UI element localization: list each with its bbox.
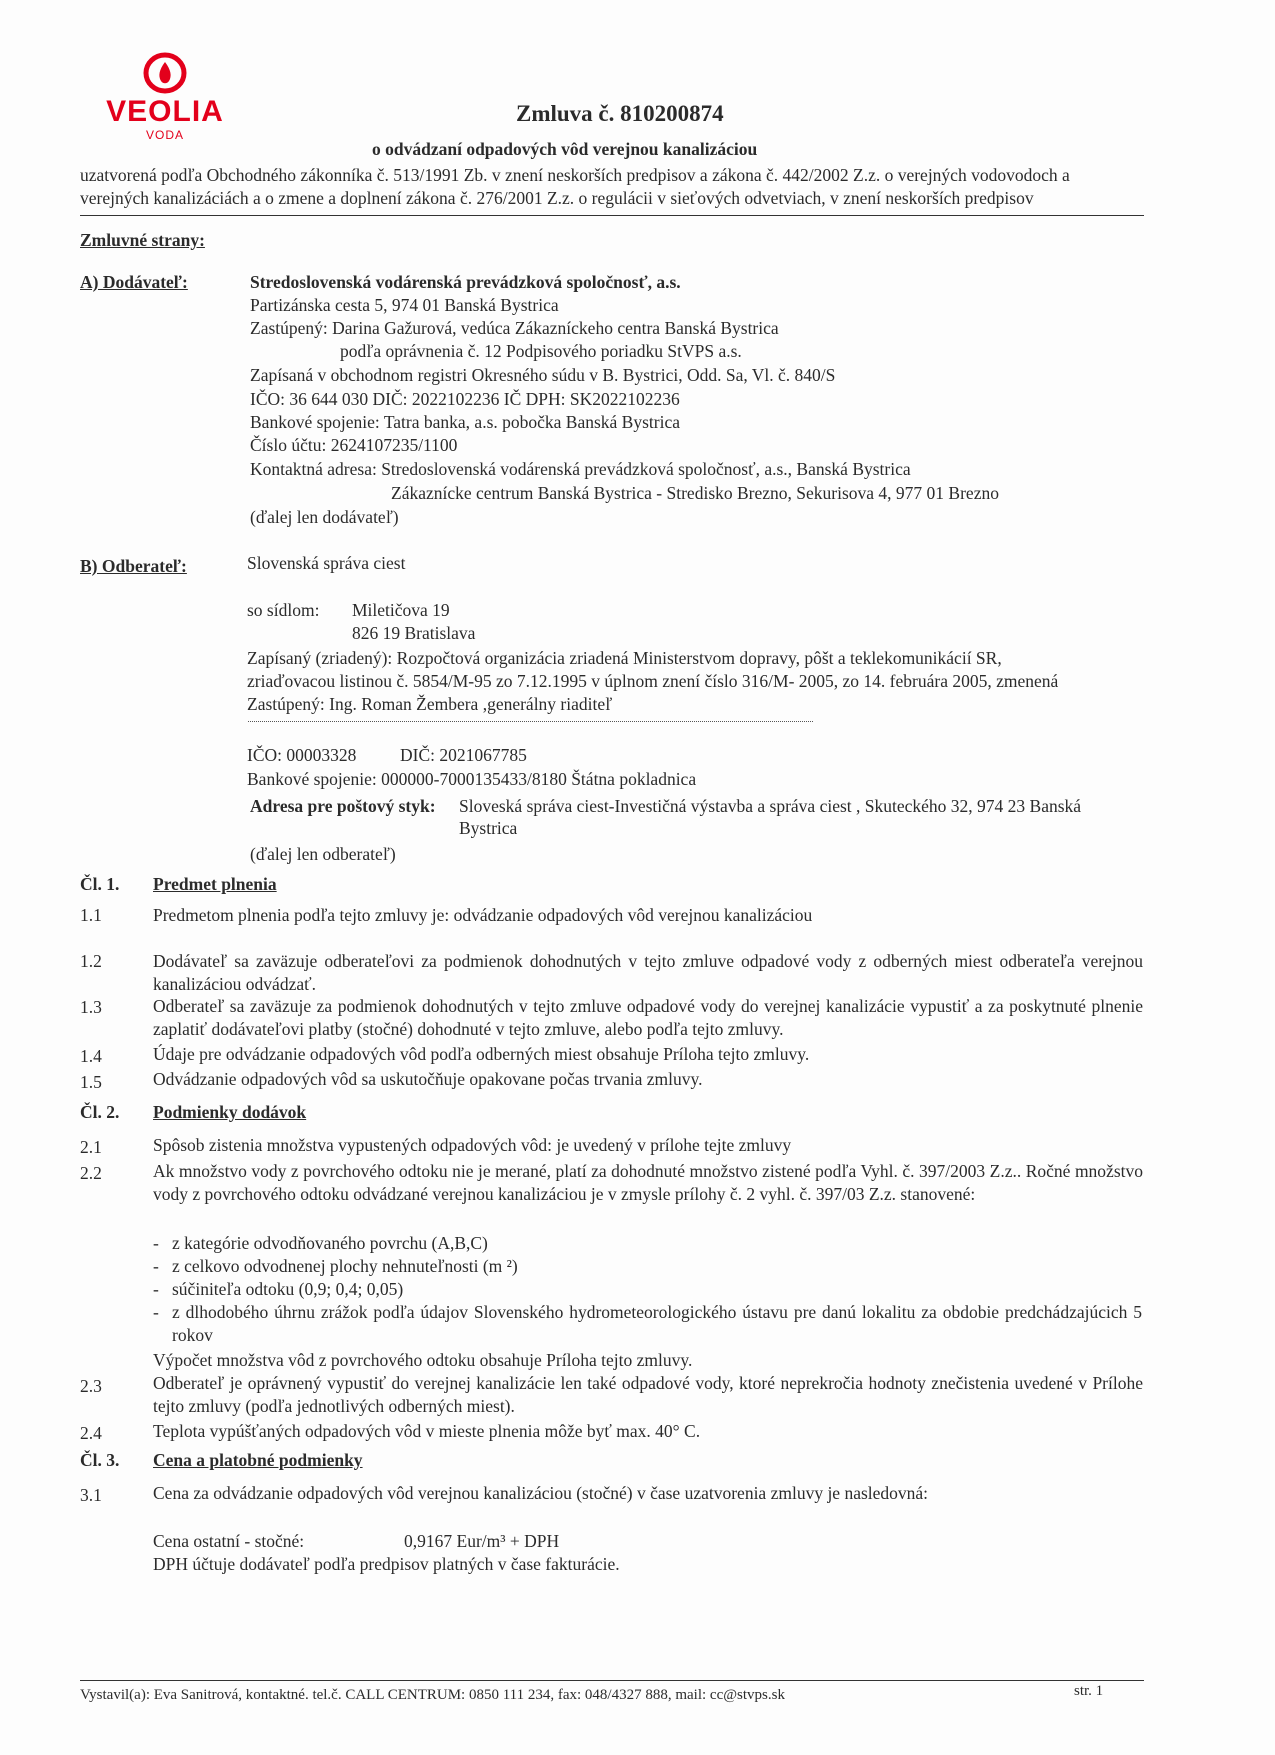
item-1-3-text: Odberateľ sa zaväzuje za podmienok dohodnutých v tejto zmluve odpadové vody do verejnej kanalizácie vypustiť a za poskytnuté plnenie zaplatiť dodávateľovi platby (stočné) dohodnuté v tejto zmluve, alebo podľa tejto zmluvy. <box>153 996 1143 1039</box>
item-3-1-number: 3.1 <box>80 1485 102 1505</box>
supplier-contact: Kontaktná adresa: Stredoslovenská vodárenská prevádzková spoločnosť, a.s., Banská Bystrica <box>250 459 911 479</box>
art3-title: Cena a platobné podmienky <box>153 1450 363 1470</box>
supplier-name: Stredoslovenská vodárenská prevádzková spoločnosť, a.s. <box>250 272 681 292</box>
item-1-3-number: 1.3 <box>80 997 102 1017</box>
customer-bank: Bankové spojenie: 000000-7000135433/8180 Štátna pokladnica <box>247 769 697 789</box>
item-2-2-number: 2.2 <box>80 1163 102 1183</box>
bullet-item: z kategórie odvodňovaného povrchu (A,B,C) <box>172 1233 488 1253</box>
veolia-logo <box>105 52 225 142</box>
customer-dic: DIČ: 2021067785 <box>400 745 527 765</box>
bullet-mark: - <box>153 1233 159 1253</box>
item-1-5-text: Odvádzanie odpadových vôd sa uskutočňuje opakovane počas trvania zmluvy. <box>153 1069 703 1089</box>
art2-title: Podmienky dodávok <box>153 1102 307 1122</box>
supplier-bank: Bankové spojenie: Tatra banka, a.s. pobočka Banská Bystrica <box>250 412 680 432</box>
bullet-mark: - <box>153 1256 159 1276</box>
art3-number: Čl. 3. <box>80 1450 120 1470</box>
customer-seat-city: 826 19 Bratislava <box>352 623 476 643</box>
calc-note: Výpočet množstva vôd z povrchového odtoku obsahuje Príloha tejto zmluvy. <box>153 1350 693 1370</box>
supplier-account: Číslo účtu: 2624107235/1100 <box>250 435 458 455</box>
veolia-drop-icon <box>142 52 188 94</box>
price-label: Cena ostatní - stočné: <box>153 1531 305 1551</box>
footer-divider <box>80 1680 1144 1681</box>
supplier-label: A) Dodávateľ: <box>80 272 188 292</box>
page-number: str. 1 <box>1074 1683 1104 1699</box>
contract-subtitle: o odvádzaní odpadových vôd verejnou kanalizáciou <box>372 139 758 159</box>
item-2-2-text: Ak množstvo vody z povrchového odtoku nie je merané, platí za dohodnuté množstvo zistené podľa Vyhl. č. 397/2003 Z.z.. Ročné množstvo vody z povrchového odtoku odvádzané verejnou kanalizáciou je v zmysle prílohy č. 2 vyhl. č. 397/03 Z.z. stanovené: <box>153 1161 1143 1204</box>
supplier-suffix: (ďalej len dodávateľ) <box>250 507 399 527</box>
signature-dotted-line <box>248 721 813 722</box>
bullet-item: súčiniteľa odtoku (0,9; 0,4; 0,05) <box>172 1279 404 1299</box>
art1-title: Predmet plnenia <box>153 874 277 894</box>
bullet-mark: - <box>153 1302 159 1322</box>
contract-title: Zmluva č. 810200874 <box>516 101 724 126</box>
item-1-1-text: Predmetom plnenia podľa tejto zmluvy je: odvádzanie odpadových vôd verejnou kanalizáciou <box>153 905 813 925</box>
parties-heading: Zmluvné strany: <box>80 230 205 250</box>
footer-text: Vystavil(a): Eva Sanitrová, kontaktné. tel.č. CALL CENTRUM: 0850 111 234, fax: 048/4327 888, mail: cc@stvps.sk <box>80 1687 785 1703</box>
bullet-mark: - <box>153 1279 159 1299</box>
customer-postal-1: Sloveská správa ciest-Investičná výstavba a správa ciest , Skuteckého 32, 974 23 Banská <box>459 796 1082 816</box>
customer-name: Slovenská správa ciest <box>247 553 406 573</box>
art2-number: Čl. 2. <box>80 1102 120 1122</box>
item-1-1-number: 1.1 <box>80 905 102 925</box>
supplier-authorization: podľa oprávnenia č. 12 Podpisového poriadku StVPS a.s. <box>340 341 742 361</box>
item-2-4-number: 2.4 <box>80 1423 102 1443</box>
customer-ico: IČO: 00003328 <box>247 745 357 765</box>
bullet-item: z celkovo odvodnenej plochy nehnuteľnosti (m ²) <box>172 1256 518 1276</box>
item-2-3-number: 2.3 <box>80 1376 102 1396</box>
item-2-3-text: Odberateľ je oprávnený vypustiť do verejnej kanalizácie len také odpadové vody, ktoré neprekročia hodnoty znečistenia uvedené v Prílohe tejto zmluvy (podľa jednotlivých odberných miest). <box>153 1373 1143 1416</box>
item-3-1-text: Cena za odvádzanie odpadových vôd verejnou kanalizáciou (stočné) v čase uzatvorenia zmluvy je nasledovná: <box>153 1483 929 1503</box>
customer-postal-2: Bystrica <box>459 818 518 838</box>
customer-seat-label: so sídlom: <box>247 600 320 620</box>
supplier-ids: IČO: 36 644 030 DIČ: 2022102236 IČ DPH: SK2022102236 <box>250 389 680 409</box>
item-2-1-text: Spôsob zistenia množstva vypustených odpadových vôd: je uvedený v prílohe tejte zmluvy <box>153 1135 792 1155</box>
price-value: 0,9167 Eur/m³ + DPH <box>404 1531 560 1551</box>
customer-label: B) Odberateľ: <box>80 556 187 576</box>
item-1-5-number: 1.5 <box>80 1072 102 1092</box>
item-1-4-number: 1.4 <box>80 1046 102 1066</box>
logo-subtitle: VODA <box>145 128 184 142</box>
supplier-registry: Zapísaná v obchodnom registri Okresného súdu v B. Bystrici, Odd. Sa, Vl. č. 840/S <box>250 365 836 385</box>
customer-seat-street: Miletičova 19 <box>352 600 450 620</box>
art1-number: Čl. 1. <box>80 874 120 894</box>
item-2-4-text: Teplota vypúšťaných odpadových vôd v mieste plnenia môže byť max. 40° C. <box>153 1421 701 1441</box>
supplier-contact-center: Zákaznícke centrum Banská Bystrica - Stredisko Brezno, Sekurisova 4, 977 01 Brezno <box>391 483 999 503</box>
item-1-2-text: Dodávateľ sa zaväzuje odberateľovi za podmienok dohodnutých v tejto zmluve odpadové vody z odberných miest odberateľa verejnou kanalizáciou odvádzať. <box>153 951 1143 994</box>
customer-represented: Zastúpený: Ing. Roman Žembera ,generálny riaditeľ <box>247 694 613 714</box>
item-2-1-number: 2.1 <box>80 1137 102 1157</box>
customer-registered-2: zriaďovacou listinou č. 5854/M-95 zo 7.12.1995 v úplnom znení číslo 316/M- 2005, zo 14. februára 2005, zmenená <box>247 671 1059 691</box>
item-1-4-text: Údaje pre odvádzanie odpadových vôd podľa odberných miest obsahuje Príloha tejto zmluvy. <box>153 1044 810 1064</box>
vat-note: DPH účtuje dodávateľ podľa predpisov platných v čase fakturácie. <box>153 1554 620 1574</box>
item-1-2-number: 1.2 <box>80 951 102 971</box>
customer-registered-1: Zapísaný (zriadený): Rozpočtová organizácia zriadená Ministerstvom dopravy, pôšt a teklekomunikácií SR, <box>247 648 1002 668</box>
logo-name: VEOLIA <box>106 95 224 128</box>
bullet-item: z dlhodobého úhrnu zrážok podľa údajov Slovenského hydrometeorologického ústavu pre danú lokalitu za obdobie predchádzajúcich 5 rokov <box>172 1302 1142 1345</box>
contract-intro: uzatvorená podľa Obchodného zákonníka č. 513/1991 Zb. v znení neskorších predpisov a zákona č. 442/2002 Z.z. o verejných vodovodoch a verejných kanalizáciách a o zmene a doplnení zákona č. 276/2001 Z.z. o regulácii v sieťových odvetviach, v znení neskorších predpisov <box>80 165 1070 208</box>
customer-suffix: (ďalej len odberateľ) <box>250 844 396 864</box>
supplier-represented: Zastúpený: Darina Gažurová, vedúca Zákazníckeho centra Banská Bystrica <box>250 318 779 338</box>
customer-postal-label: Adresa pre poštový styk: <box>250 796 436 816</box>
supplier-address: Partizánska cesta 5, 974 01 Banská Bystrica <box>250 295 559 315</box>
header-divider <box>80 215 1144 216</box>
